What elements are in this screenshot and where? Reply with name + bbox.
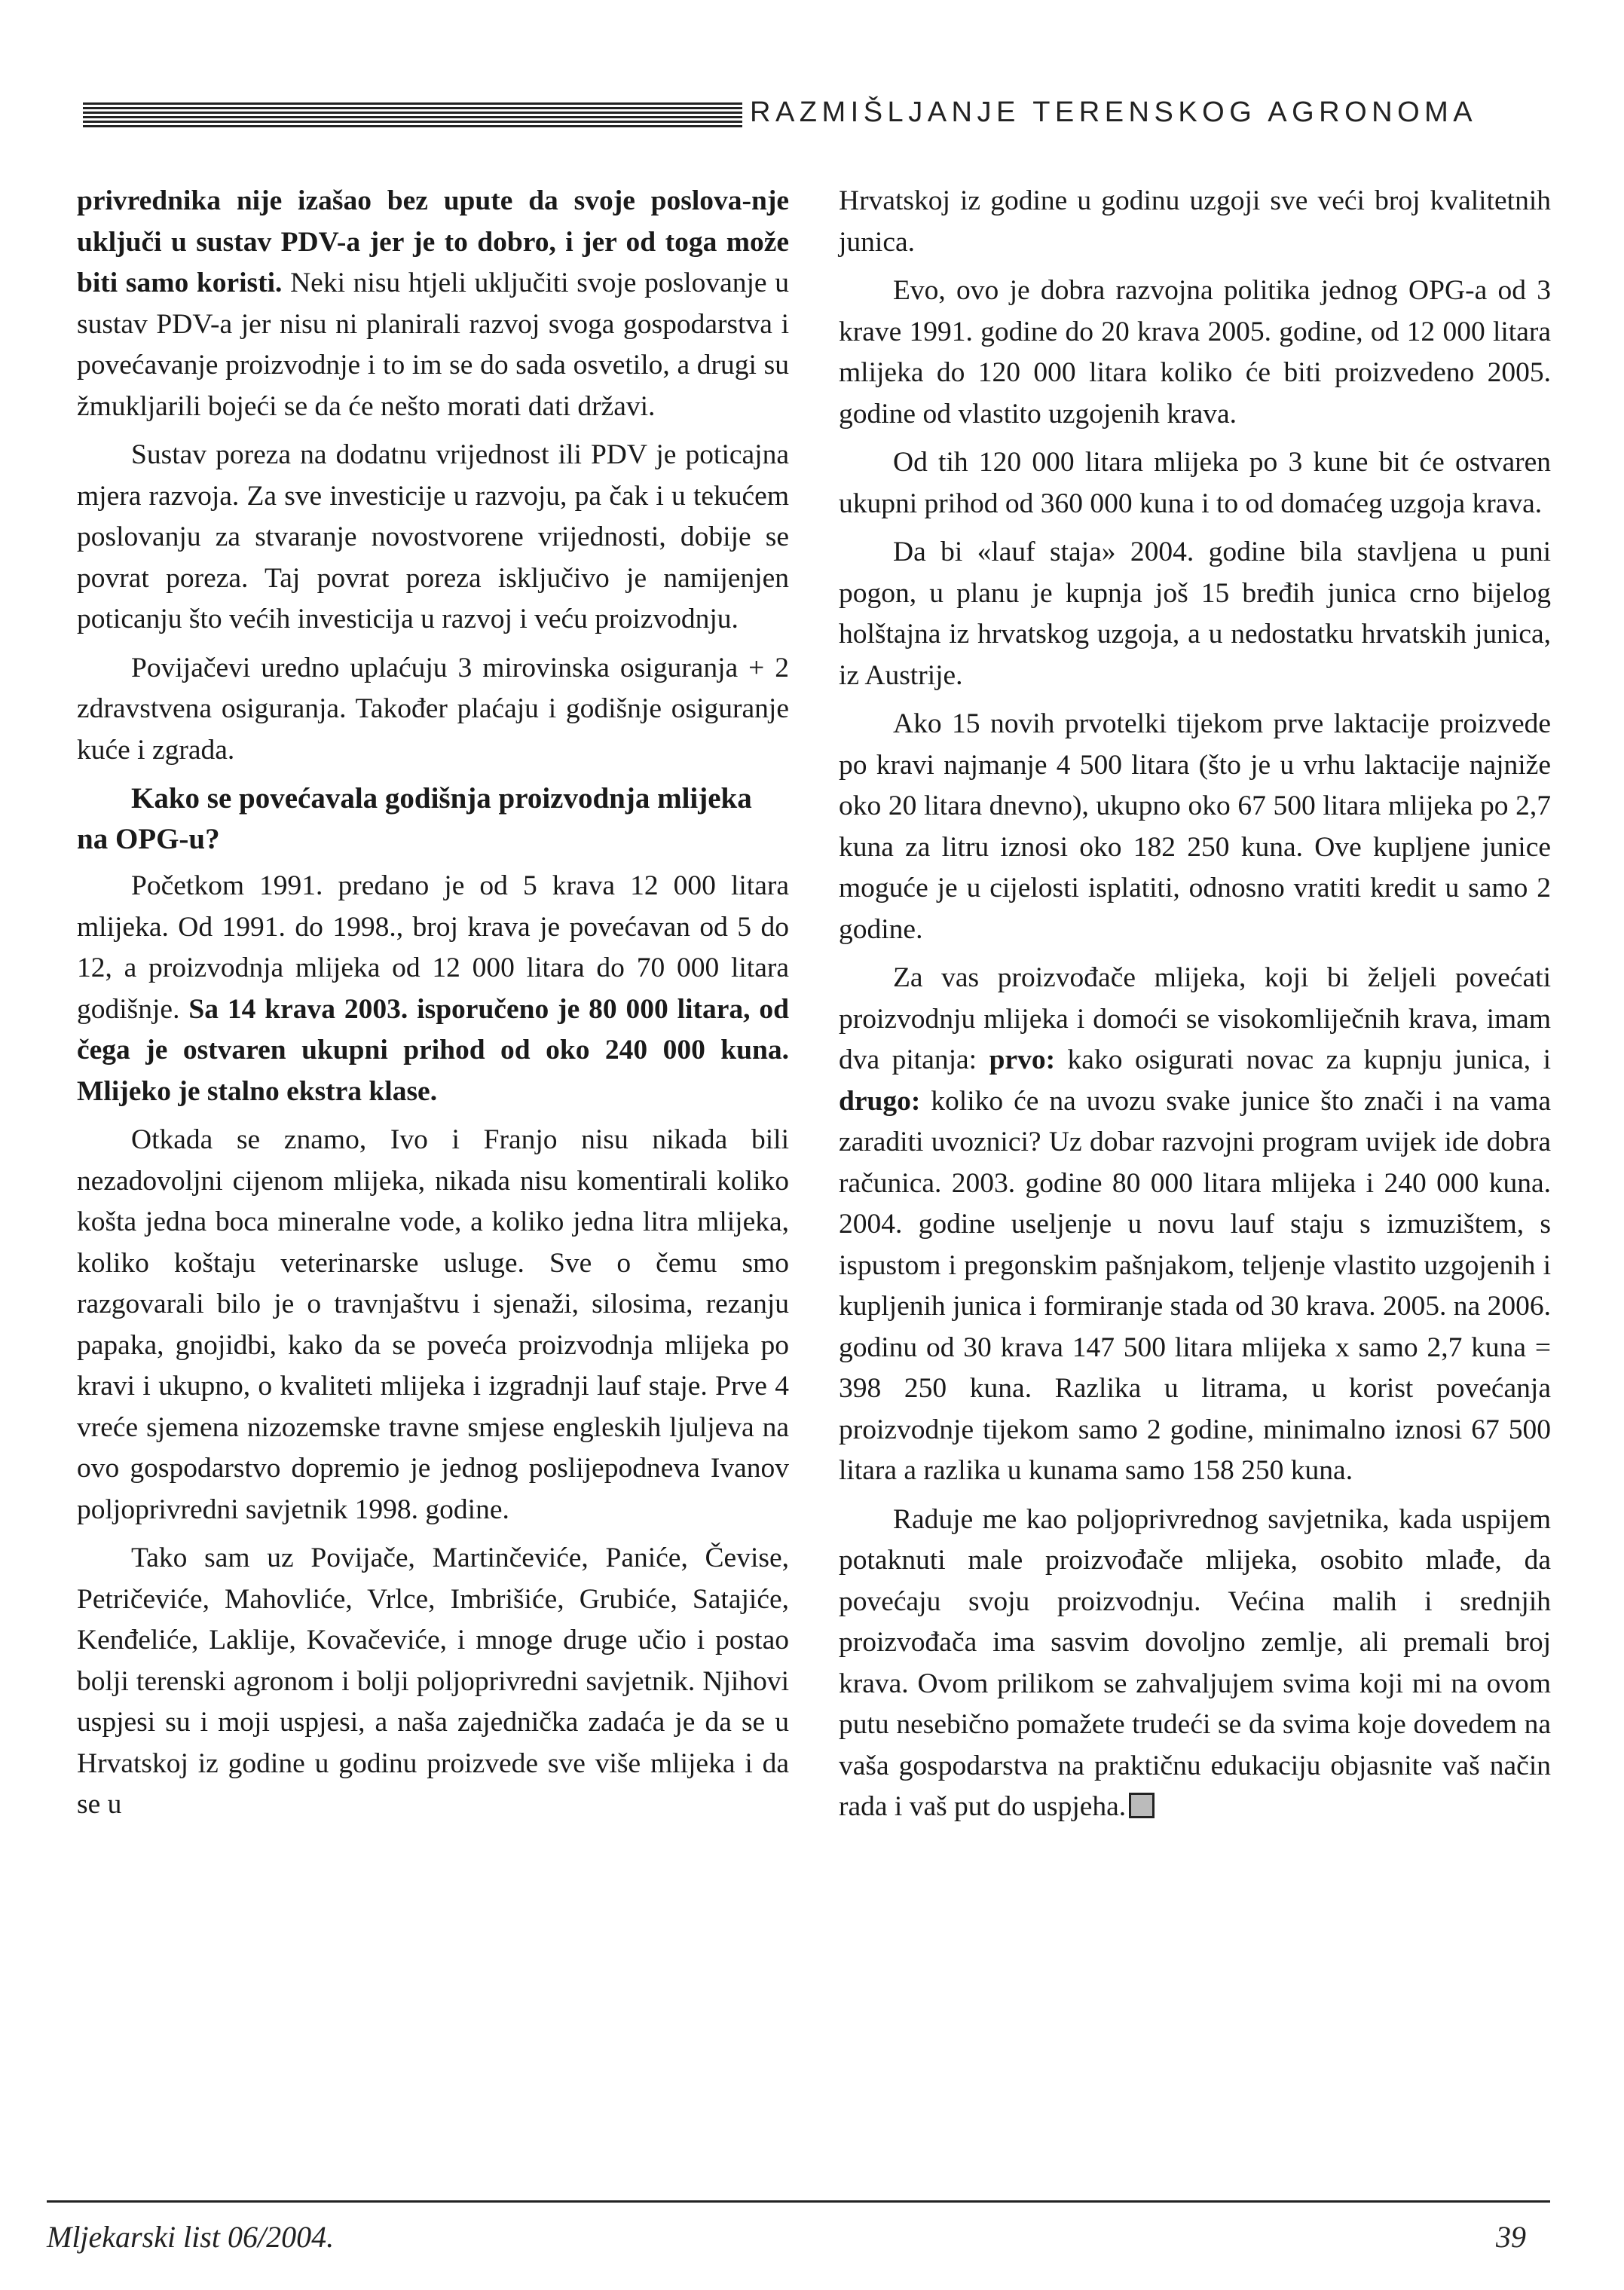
paragraph: Ako 15 novih prvotelki tijekom prve laktacije proizvede po kravi najmanje 4 500 litara (što je u vrhu laktacije najniže oko 20 litara dnevno), ukupno oko 67 500 litara mlijeka po 2,7 kuna za litru iznosi oko 182 250 kuna. Ove kupljene junice moguće je u cijelosti isplatiti, odnosno vratiti kredit u samo 2 godine.: [839, 708, 1551, 945]
text: kako osigurati novac za kupnju junica, i: [1055, 1044, 1551, 1075]
text: Neki nisu htjeli uključiti svoje poslovanje u sustav PDV-a jer nisu ni planirali razvoj svoga gospodarstva i povećavanje proizvodnje i to im se do sada osvetilo, a drugi su žmukljarili bojeći se da će nešto morati dati državi.: [77, 268, 790, 422]
paragraph: Sustav poreza na dodatnu vrijednost ili PDV je poticajna mjera razvoja. Za sve investicije u razvoju, pa čak i u tekućem poslovanju za stvaranje novostvorene vrijednosti, dobije se povrat poreza. Taj povrat poreza isključivo je namijenjen poticanju što većih investicija u razvoj i veću proizvodnju.: [77, 439, 789, 634]
text: Početkom 1991. predano je od 5 krava 12 000 litara mlijeka. Od 1991. do 1998., broj krava je povećavan od 5 do 12, a proizvodnja mlijeka od 12 000 litara do 70 000 litara godišnje.: [77, 870, 789, 1025]
section-heading: Kako se povećavala godišnja proizvodnja mlijeka na OPG-u?: [77, 782, 752, 855]
paragraph: Da bi «lauf staja» 2004. godine bila stavljena u puni pogon, u planu je kupnja još 15 bređih junica crno bijelog holštajna iz hrvatskog uzgoja, a u nedostatku hrvatskih junica, iz Austrije.: [839, 537, 1551, 691]
paragraph: [77, 181, 789, 427]
end-mark-icon: [1129, 1793, 1155, 1818]
paragraph: Od tih 120 000 litara mlijeka po 3 kune bit će ostvaren ukupni prihod od 360 000 kuna i to od domaćeg uzgoja krava.: [839, 447, 1551, 519]
bold-text: drugo:: [839, 1085, 921, 1117]
text: Za vas proizvođače mlijeka, koji bi željeli povećati proizvodnju mlijeka i domoći se visokomliječnih krava, imam dva pitanja:: [839, 962, 1551, 1075]
text: koliko će na uvozu svake junice što znači i na vama zaraditi uvoznici? Uz dobar razvojni program uvijek ide dobra računica. 2003. godine 80 000 litara mlijeka i 240 000 kuna. 2004. godine useljenje u novu lauf staju s izmuzištem, s ispustom i pregonskim pašnjakom, teljenje vlastito uzgojenih i kupljenih junica i formiranje stada od 30 krava. 2005. na 2006. godinu od 30 krava 147 500 litara mlijeka x samo 2,7 kuna = 398 250 kuna. Razlika u litrama, u korist povećanja proizvodnje tijekom samo 2 godine, minimalno iznosi 67 500 litara a razlika u kunama samo 158 250 kuna.: [839, 1085, 1551, 1486]
paragraph: Otkada se znamo, Ivo i Franjo nisu nikada bili nezadovoljni cijenom mlijeka, nikada nisu komentirali koliko košta jedna boca mineralne vode, a koliko jedna litra mlijeka, koliko koštaju veterinarske usluge. Sve o čemu smo razgovarali bilo je o travnjaštvu i sjenaži, silosima, rezanju papaka, gnojidbi, kako da se poveća proizvodnja mlijeka po kravi i ukupno, o kvaliteti mlijeka i izgradnji lauf staje. Prve 4 vreće sjemena nizozemske travne smjese engleskih ljuljeva na ovo gospodarstvo dopremio je jednog poslijepodneva Ivanov poljoprivredni savjetnik 1998. godine.: [77, 1124, 789, 1525]
bold-text: privrednika nije izašao bez upute da svoje poslova-nje uključi u sustav PDV-a jer je to dobro, i jer od toga može biti samo koristi.: [77, 185, 789, 298]
left-column: [77, 181, 789, 1833]
paragraph: [839, 1500, 1551, 1828]
paragraph: [77, 866, 789, 1112]
footer-divider: [47, 2200, 1550, 2203]
header-decorative-lines: [83, 102, 742, 128]
paragraph: Evo, ovo je dobra razvojna politika jednog OPG-a od 3 krave 1991. godine do 20 krava 2005. godine, od 12 000 litara mlijeka do 120 000 litara koliko će biti proizvedeno 2005. godine od vlastito uzgojenih krava.: [839, 275, 1551, 430]
bold-text: prvo:: [989, 1044, 1056, 1075]
right-column: [839, 181, 1551, 1836]
publication-name: Mljekarski list 06/2004.: [47, 2220, 335, 2254]
bold-text: Sa 14 krava 2003. isporučeno je 80 000 litara, od čega je ostvaren ukupni prihod od oko 240 000 kuna. Mlijeko je stalno ekstra klase.: [77, 993, 790, 1107]
text: Raduje me kao poljoprivrednog savjetnika, kada uspijem potaknuti male proizvođače mlijeka, osobito mlađe, da povećaju svoju proizvodnju. Većina malih i srednjih proizvođača ima sasvim dovoljno zemlje, ali premali broj krava. Ovom prilikom se zahvaljujem svima koji mi na ovom putu nesebično pomažete trudeći se da svima koje dovedem na vaša gospodarstva na praktičnu edukaciju objasnite vaš način rada i vaš put do uspjeha.: [839, 1503, 1551, 1822]
page-header: [83, 96, 1541, 142]
paragraph: Povijačevi uredno uplaćuju 3 mirovinska osiguranja + 2 zdravstvena osiguranja. Također plaćaju i godišnje osiguranje kuće i zgrada.: [77, 652, 789, 766]
paragraph: Hrvatskoj iz godine u godinu uzgoji sve veći broj kvalitetnih junica.: [839, 185, 1551, 258]
paragraph: Tako sam uz Povijače, Martinčeviće, Paniće, Čevise, Petričeviće, Mahovliće, Vrlce, Imbrišiće, Grubiće, Satajiće, Kenđeliće, Laklije, Kovačeviće, i mnoge druge učio i postao bolji terenski agronom i bolji poljoprivredni savjetnik. Njihovi uspjesi su i moji uspjesi, a naša zajednička zadaća je da se u Hrvatskoj iz godine u godinu proizvede sve više mlijeka i da se u: [77, 1542, 789, 1820]
paragraph: [839, 958, 1551, 1492]
page-number: 39: [1496, 2220, 1526, 2254]
section-title: RAZMIŠLJANJE TERENSKOG AGRONOMA: [750, 96, 1478, 128]
